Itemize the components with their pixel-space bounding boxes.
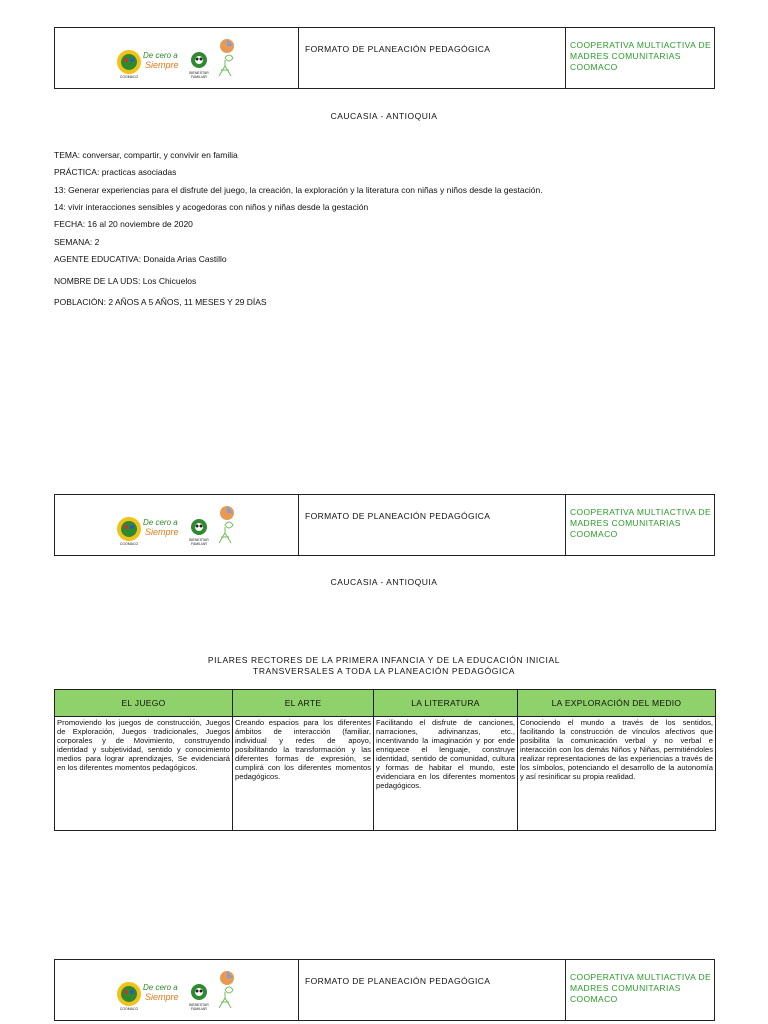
institutional-logos bbox=[107, 36, 247, 82]
org-line: COOMACO bbox=[570, 62, 618, 72]
de-cero-a-siempre-logo-icon bbox=[143, 518, 179, 537]
institutional-logos bbox=[107, 968, 247, 1014]
semana-line: SEMANA: 2 bbox=[54, 237, 100, 247]
pilares-table bbox=[54, 689, 716, 831]
siempre-text: Siempre bbox=[145, 992, 179, 1002]
bienestar-line2: FAMILIAR bbox=[191, 542, 207, 546]
child-drawing-icon bbox=[219, 39, 234, 76]
document-header bbox=[54, 494, 715, 556]
location-heading: CAUCASIA - ANTIOQUIA bbox=[330, 111, 438, 121]
coomaco-logo-icon bbox=[117, 517, 141, 546]
org-line: COOPERATIVA MULTIACTIVA DE bbox=[570, 972, 712, 982]
bienestar-line2: FAMILIAR bbox=[191, 1007, 207, 1011]
document-header bbox=[54, 27, 715, 89]
org-line: MADRES COMUNITARIAS bbox=[570, 983, 681, 993]
item-13-line: 13: Generar experiencias para el disfrute del juego, la creación, la exploración y la literatura con niñas y niños desde la gestación. bbox=[54, 185, 543, 195]
form-title: FORMATO DE PLANEACIÓN PEDAGÓGICA bbox=[299, 495, 566, 555]
org-line: COOMACO bbox=[570, 994, 618, 1004]
bienestar-line1: BIENESTAR bbox=[189, 1003, 209, 1007]
document-header bbox=[54, 959, 715, 1021]
organization-name bbox=[566, 960, 714, 1020]
de-cero-text: De cero a bbox=[143, 518, 178, 527]
uds-line: NOMBRE DE LA UDS: Los Chicuelos bbox=[54, 276, 197, 286]
column-header: EL ARTE bbox=[233, 690, 374, 717]
logo-cell bbox=[55, 960, 299, 1020]
org-line: COOPERATIVA MULTIACTIVA DE bbox=[570, 40, 712, 50]
coomaco-label: COOMACO bbox=[119, 75, 139, 79]
de-cero-text: De cero a bbox=[143, 983, 178, 992]
siempre-text: Siempre bbox=[145, 527, 179, 537]
organization-name bbox=[566, 28, 714, 88]
bienestar-line2: FAMILIAR bbox=[191, 75, 207, 79]
bienestar-line1: BIENESTAR bbox=[189, 71, 209, 75]
child-drawing-icon bbox=[219, 506, 234, 543]
de-cero-text: De cero a bbox=[143, 51, 178, 60]
table-cell: Facilitando el disfrute de canciones, narraciones, adivinanzas, etc., incentivando la imaginación y por ende enriquece el lenguaje, construye identidad, sentido de comunidad, cultura y formas de habitar el mundo, este evidenciara en los diferentes momentos pedagógicos. bbox=[374, 717, 518, 831]
column-header: LA EXPLORACIÓN DEL MEDIO bbox=[518, 690, 716, 717]
agente-line: AGENTE EDUCATIVA: Donaida Arias Castillo bbox=[54, 254, 227, 264]
org-line: MADRES COMUNITARIAS bbox=[570, 518, 681, 528]
child-drawing-icon bbox=[219, 971, 234, 1008]
bienestar-familiar-logo-icon bbox=[189, 984, 209, 1011]
de-cero-a-siempre-logo-icon bbox=[143, 51, 179, 70]
logo-cell bbox=[55, 28, 299, 88]
table-cell: Promoviendo los juegos de construcción, Juegos de Exploración, Juegos tradicionales, Juegos corporales y de Movimiento, construyendo identidad y subjetividad, sentido y conocimiento medios para lograr aprendizajes, Se evidenciará en los diferentes momentos pedagógicos. bbox=[55, 717, 233, 831]
table-cell: Conociendo el mundo a través de los sentidos, facilitando la construcción de vínculos afectivos que posibilita la comunicación verbal y no verbal e interacción con los demás Niños y Niñas, permitiéndoles realizar representaciones de las experiencias a través de los símbolos, potenciando el desarrollo de la autonomía y así resinificar su propia realidad. bbox=[518, 717, 716, 831]
coomaco-logo-icon bbox=[117, 50, 141, 79]
logo-cell bbox=[55, 495, 299, 555]
table-row bbox=[55, 717, 716, 831]
org-line: COOMACO bbox=[570, 529, 618, 539]
pilares-title bbox=[0, 655, 768, 677]
column-header: LA LITERATURA bbox=[374, 690, 518, 717]
coomaco-logo-icon bbox=[117, 982, 141, 1011]
form-title: FORMATO DE PLANEACIÓN PEDAGÓGICA bbox=[299, 28, 566, 88]
coomaco-label: COOMACO bbox=[119, 542, 139, 546]
bienestar-familiar-logo-icon bbox=[189, 519, 209, 546]
fecha-line: FECHA: 16 al 20 noviembre de 2020 bbox=[54, 219, 193, 229]
location-heading: CAUCASIA - ANTIOQUIA bbox=[330, 577, 438, 587]
table-cell: Creando espacios para los diferentes ámbitos de interacción (familiar, individual y redes de apoyo, posibilitando la transformación y las diferentes formas de expresión, se cumplirá con los diferentes momentos pedagógicos. bbox=[233, 717, 374, 831]
table-header-row bbox=[55, 690, 716, 717]
pilares-title-line: PILARES RECTORES DE LA PRIMERA INFANCIA Y DE LA EDUCACIÓN INICIAL bbox=[207, 655, 561, 665]
column-header: EL JUEGO bbox=[55, 690, 233, 717]
form-title: FORMATO DE PLANEACIÓN PEDAGÓGICA bbox=[299, 960, 566, 1020]
coomaco-label: COOMACO bbox=[119, 1007, 139, 1011]
institutional-logos bbox=[107, 503, 247, 549]
pilares-title-line: TRANSVERSALES A TODA LA PLANEACIÓN PEDAGÓGICA bbox=[253, 666, 515, 676]
organization-name bbox=[566, 495, 714, 555]
practica-line: PRÁCTICA: practicas asociadas bbox=[54, 167, 177, 177]
tema-line: TEMA: conversar, compartir, y convivir en familia bbox=[54, 150, 238, 160]
siempre-text: Siempre bbox=[145, 60, 179, 70]
org-line: COOPERATIVA MULTIACTIVA DE bbox=[570, 507, 712, 517]
poblacion-line: POBLACIÓN: 2 AÑOS A 5 AÑOS, 11 MESES Y 29 DÍAS bbox=[54, 297, 267, 307]
de-cero-a-siempre-logo-icon bbox=[143, 983, 179, 1002]
bienestar-line1: BIENESTAR bbox=[189, 538, 209, 542]
bienestar-familiar-logo-icon bbox=[189, 52, 209, 79]
item-14-line: 14: vivir interacciones sensibles y acogedoras con niños y niñas desde la gestación bbox=[54, 202, 369, 212]
org-line: MADRES COMUNITARIAS bbox=[570, 51, 681, 61]
